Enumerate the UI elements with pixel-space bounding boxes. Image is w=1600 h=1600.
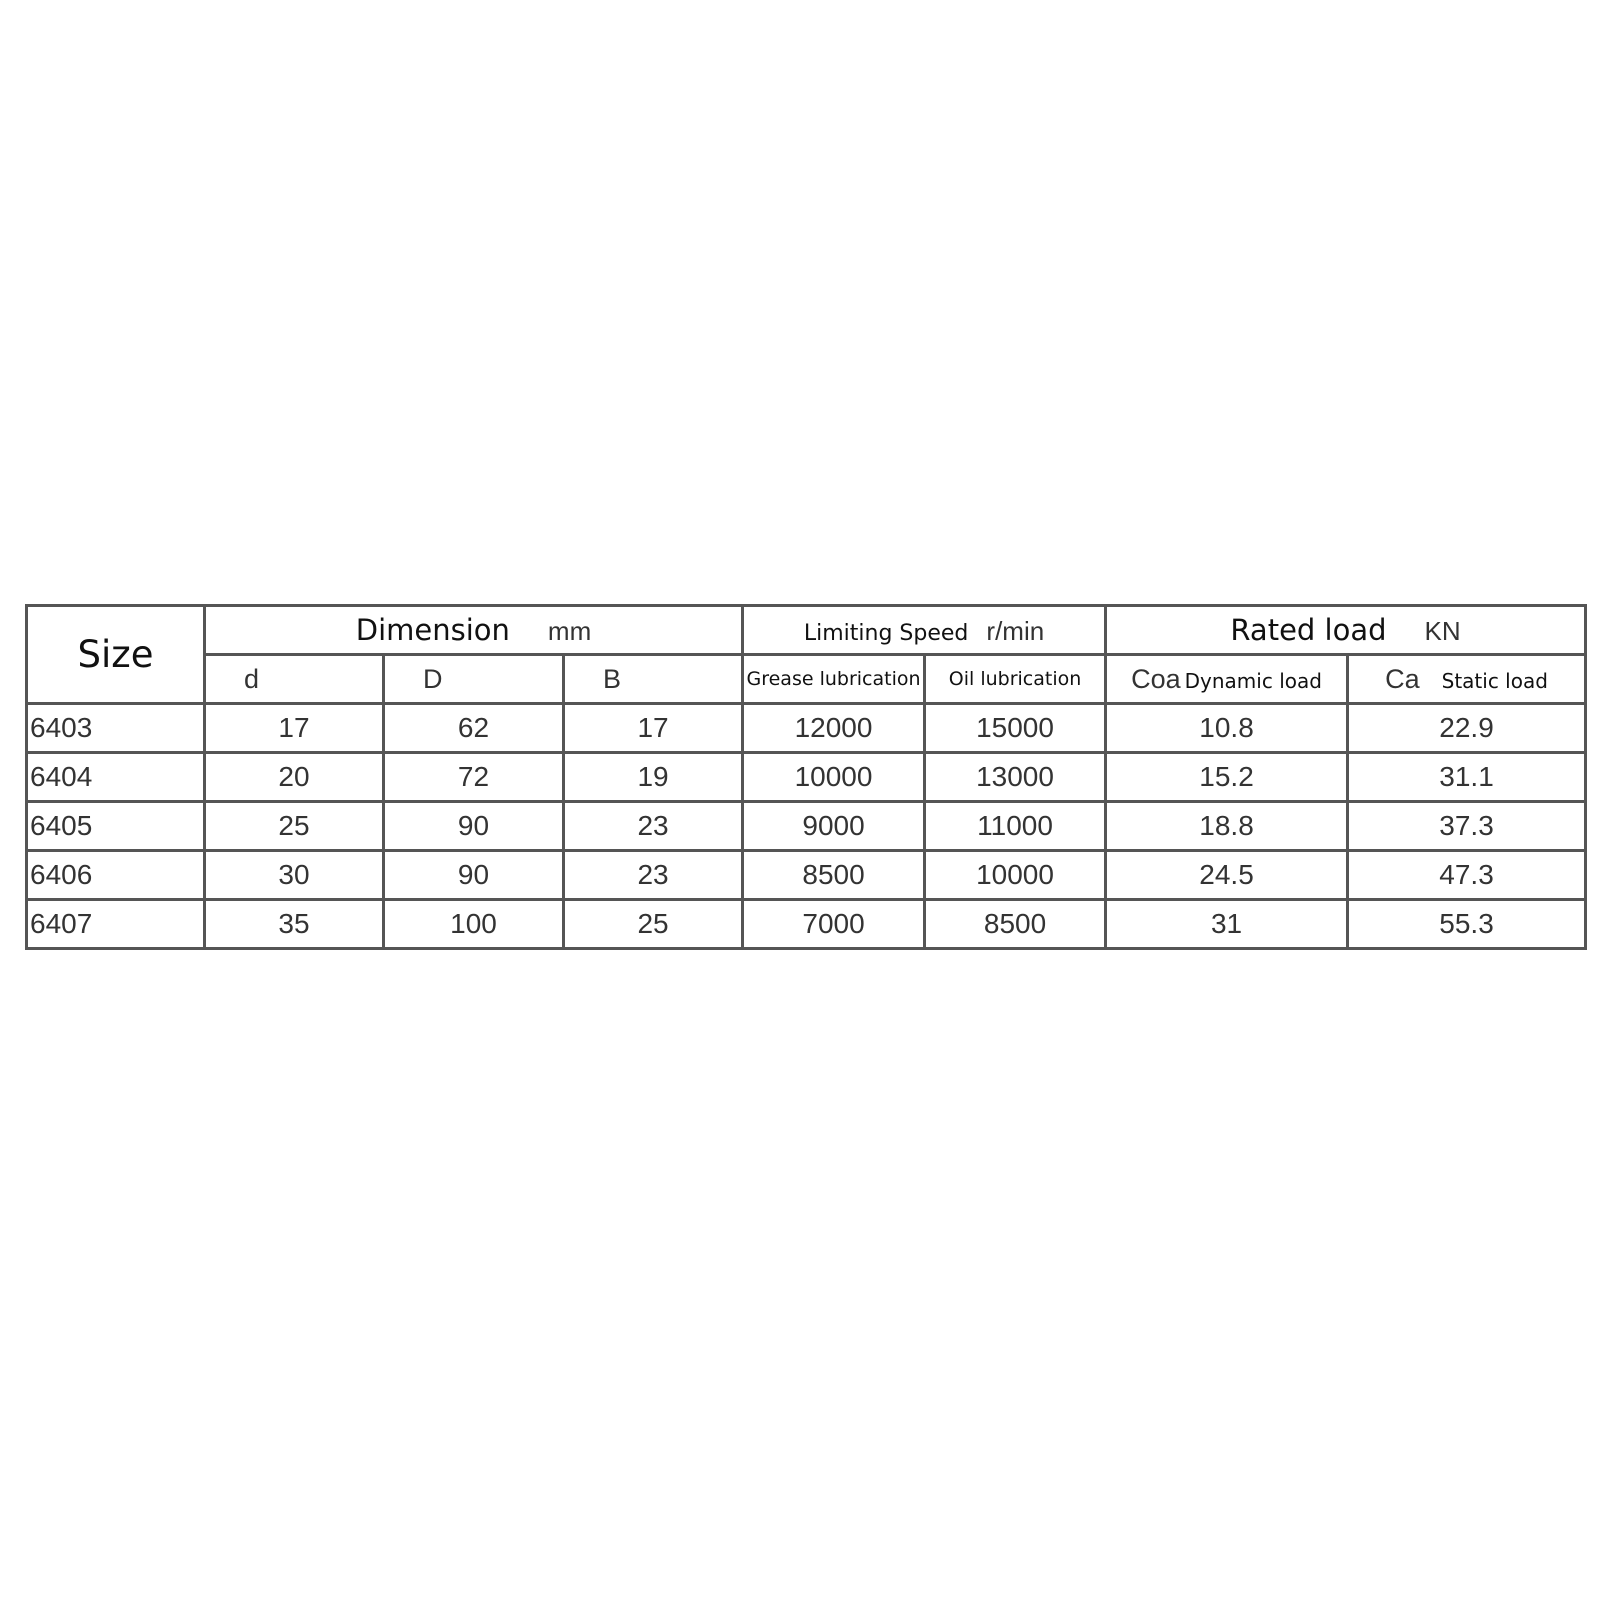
static-load-cell: 22.9 xyxy=(1348,704,1586,753)
subheader-d: d xyxy=(205,655,384,704)
size-cell: 6406 xyxy=(27,851,205,900)
grease-speed-cell: 8500 xyxy=(743,851,925,900)
grease-speed-cell: 12000 xyxy=(743,704,925,753)
coa-symbol: Coa xyxy=(1131,663,1181,694)
oil-speed-cell: 10000 xyxy=(925,851,1106,900)
dimension-title: Dimension xyxy=(355,613,510,647)
dynamic-load-cell: 10.8 xyxy=(1106,704,1348,753)
limiting-speed-title: Limiting Speed xyxy=(803,621,969,646)
table-row xyxy=(27,900,1586,949)
size-cell: 6407 xyxy=(27,900,205,949)
size-cell: 6404 xyxy=(27,753,205,802)
grease-speed-cell: 9000 xyxy=(743,802,925,851)
grease-speed-cell: 7000 xyxy=(743,900,925,949)
B-cell: 17 xyxy=(564,704,743,753)
subheader-static-load xyxy=(1348,655,1586,704)
B-cell: 19 xyxy=(564,753,743,802)
dimension-header xyxy=(205,606,743,655)
rated-load-title: Rated load xyxy=(1230,613,1387,647)
subheader-B: B xyxy=(564,655,743,704)
table-row xyxy=(27,851,1586,900)
D-cell: 100 xyxy=(384,900,564,949)
d-cell: 20 xyxy=(205,753,384,802)
table-row xyxy=(27,753,1586,802)
dynamic-load-cell: 31 xyxy=(1106,900,1348,949)
d-cell: 25 xyxy=(205,802,384,851)
D-cell: 90 xyxy=(384,851,564,900)
grease-speed-cell: 10000 xyxy=(743,753,925,802)
ca-symbol: Ca xyxy=(1385,663,1420,694)
oil-speed-cell: 8500 xyxy=(925,900,1106,949)
subheader-row xyxy=(27,655,1586,704)
oil-speed-cell: 15000 xyxy=(925,704,1106,753)
header-row xyxy=(27,606,1586,655)
oil-speed-cell: 11000 xyxy=(925,802,1106,851)
D-cell: 90 xyxy=(384,802,564,851)
dynamic-load-label: Dynamic load xyxy=(1184,668,1322,693)
B-cell: 23 xyxy=(564,802,743,851)
static-load-label: Static load xyxy=(1441,668,1548,693)
size-cell: 6405 xyxy=(27,802,205,851)
rated-load-unit: KN xyxy=(1424,616,1461,646)
B-cell: 25 xyxy=(564,900,743,949)
table-row xyxy=(27,704,1586,753)
D-cell: 72 xyxy=(384,753,564,802)
d-cell: 30 xyxy=(205,851,384,900)
d-cell: 35 xyxy=(205,900,384,949)
subheader-grease-lubrication: Grease lubrication xyxy=(743,655,925,704)
dimension-unit: mm xyxy=(547,616,592,646)
d-cell: 17 xyxy=(205,704,384,753)
oil-speed-cell: 13000 xyxy=(925,753,1106,802)
static-load-cell: 55.3 xyxy=(1348,900,1586,949)
dynamic-load-cell: 24.5 xyxy=(1106,851,1348,900)
dynamic-load-cell: 18.8 xyxy=(1106,802,1348,851)
static-load-cell: 37.3 xyxy=(1348,802,1586,851)
rated-load-header xyxy=(1106,606,1586,655)
subheader-D: D xyxy=(384,655,564,704)
dynamic-load-cell: 15.2 xyxy=(1106,753,1348,802)
bearing-spec-table xyxy=(25,604,1587,950)
static-load-cell: 47.3 xyxy=(1348,851,1586,900)
D-cell: 62 xyxy=(384,704,564,753)
subheader-oil-lubrication: Oil lubrication xyxy=(925,655,1106,704)
limiting-speed-header xyxy=(743,606,1106,655)
limiting-speed-unit: r/min xyxy=(986,616,1045,646)
subheader-dynamic-load xyxy=(1106,655,1348,704)
size-cell: 6403 xyxy=(27,704,205,753)
static-load-cell: 31.1 xyxy=(1348,753,1586,802)
size-header: Size xyxy=(27,606,205,704)
table-row xyxy=(27,802,1586,851)
B-cell: 23 xyxy=(564,851,743,900)
